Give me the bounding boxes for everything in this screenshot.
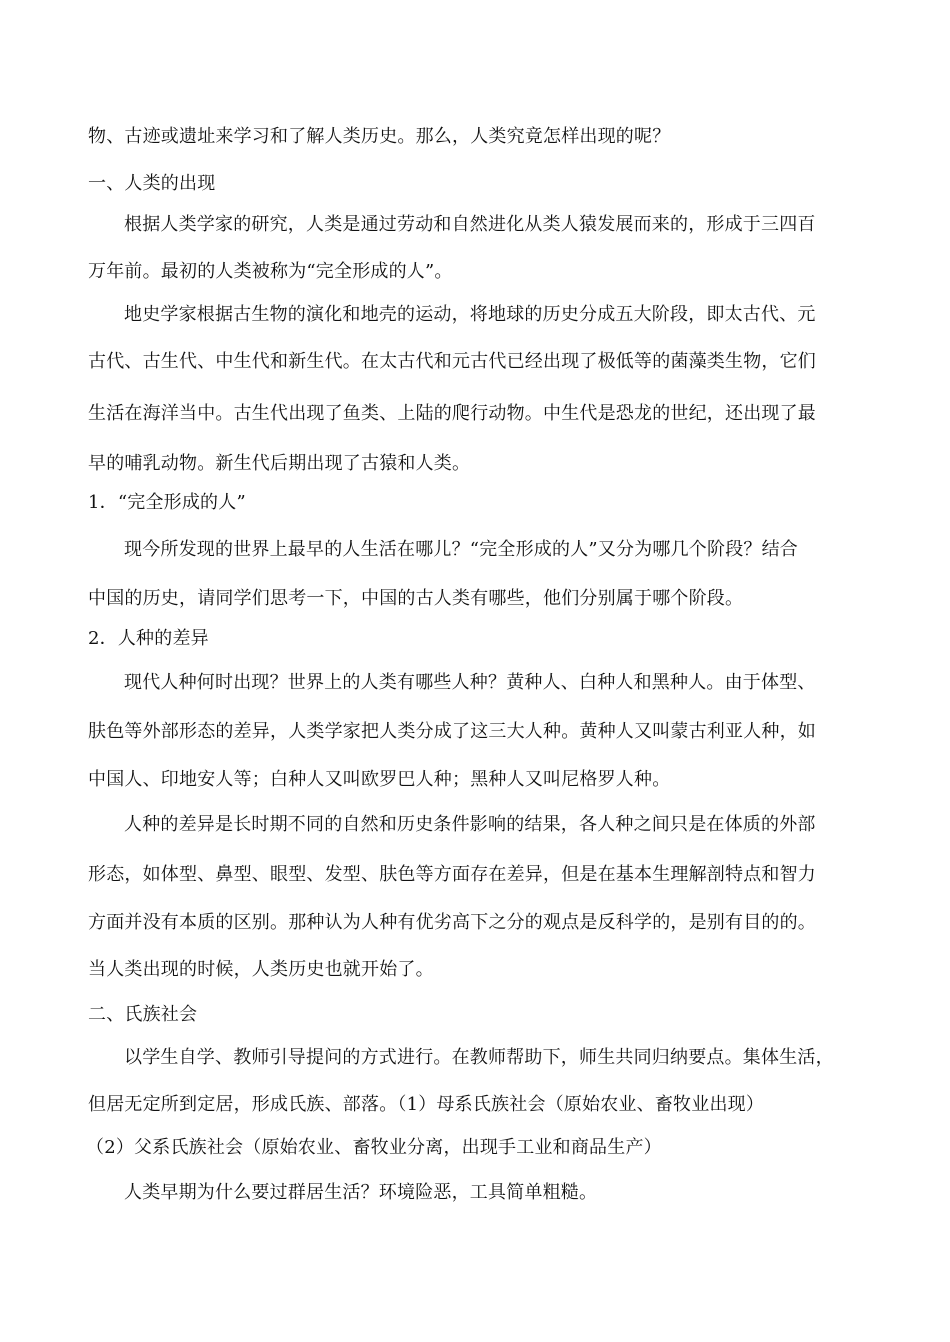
section-heading: 一、人类的出现 xyxy=(88,173,216,194)
paragraph-line: 地史学家根据古生物的演化和地壳的运动，将地球的历史分成五大阶段，即太古代、元 xyxy=(124,304,816,325)
paragraph-line: 万年前。最初的人类被称为“完全形成的人”。 xyxy=(88,261,453,282)
paragraph-line: 中国人、印地安人等；白种人又叫欧罗巴人种；黑种人又叫尼格罗人种。 xyxy=(88,769,671,790)
subsection-heading: 1．“完全形成的人” xyxy=(88,492,246,513)
paragraph-line: 生活在海洋当中。古生代出现了鱼类、上陆的爬行动物。中生代是恐龙的世纪，还出现了最 xyxy=(88,403,816,424)
paragraph-line: 以学生自学、教师引导提问的方式进行。在教师帮助下，师生共同归纳要点。集体生活， xyxy=(124,1047,834,1068)
paragraph-line: 形态，如体型、鼻型、眼型、发型、肤色等方面存在差异，但是在基本生理解剖特点和智力 xyxy=(88,864,816,885)
paragraph-line: 人类早期为什么要过群居生活？环境险恶，工具简单粗糙。 xyxy=(124,1182,598,1203)
subsection-heading: 2．人种的差异 xyxy=(88,628,209,649)
paragraph-line: 物、古迹或遗址来学习和了解人类历史。那么，人类究竟怎样出现的呢？ xyxy=(88,126,671,147)
paragraph-line: 肤色等外部形态的差异，人类学家把人类分成了这三大人种。黄种人又叫蒙古利亚人种，如 xyxy=(88,721,816,742)
section-heading: 二、氏族社会 xyxy=(88,1004,198,1025)
paragraph-line: 当人类出现的时候，人类历史也就开始了。 xyxy=(88,959,434,980)
paragraph-line: 早的哺乳动物。新生代后期出现了古猿和人类。 xyxy=(88,453,471,474)
paragraph-line: 现代人种何时出现？世界上的人类有哪些人种？黄种人、白种人和黑种人。由于体型、 xyxy=(124,672,816,693)
paragraph-line: 古代、古生代、中生代和新生代。在太古代和元古代已经出现了极低等的菌藻类生物，它们 xyxy=(88,351,816,372)
paragraph-line: 人种的差异是长时期不同的自然和历史条件影响的结果，各人种之间只是在体质的外部 xyxy=(124,814,816,835)
paragraph-line: 方面并没有本质的区别。那种认为人种有优劣高下之分的观点是反科学的，是别有目的的。 xyxy=(88,912,816,933)
paragraph-line: 但居无定所到定居，形成氏族、部落。（1）母系氏族社会（原始农业、畜牧业出现） xyxy=(88,1094,765,1115)
paragraph-line: 现今所发现的世界上最早的人生活在哪儿？“完全形成的人”又分为哪几个阶段？结合 xyxy=(124,539,799,560)
paragraph-line: 根据人类学家的研究，人类是通过劳动和自然进化从类人猿发展而来的，形成于三四百 xyxy=(124,214,816,235)
paragraph-line: （2）父系氏族社会（原始农业、畜牧业分离，出现手工业和商品生产） xyxy=(86,1137,662,1158)
paragraph-line: 中国的历史，请同学们思考一下，中国的古人类有哪些，他们分别属于哪个阶段。 xyxy=(88,588,744,609)
